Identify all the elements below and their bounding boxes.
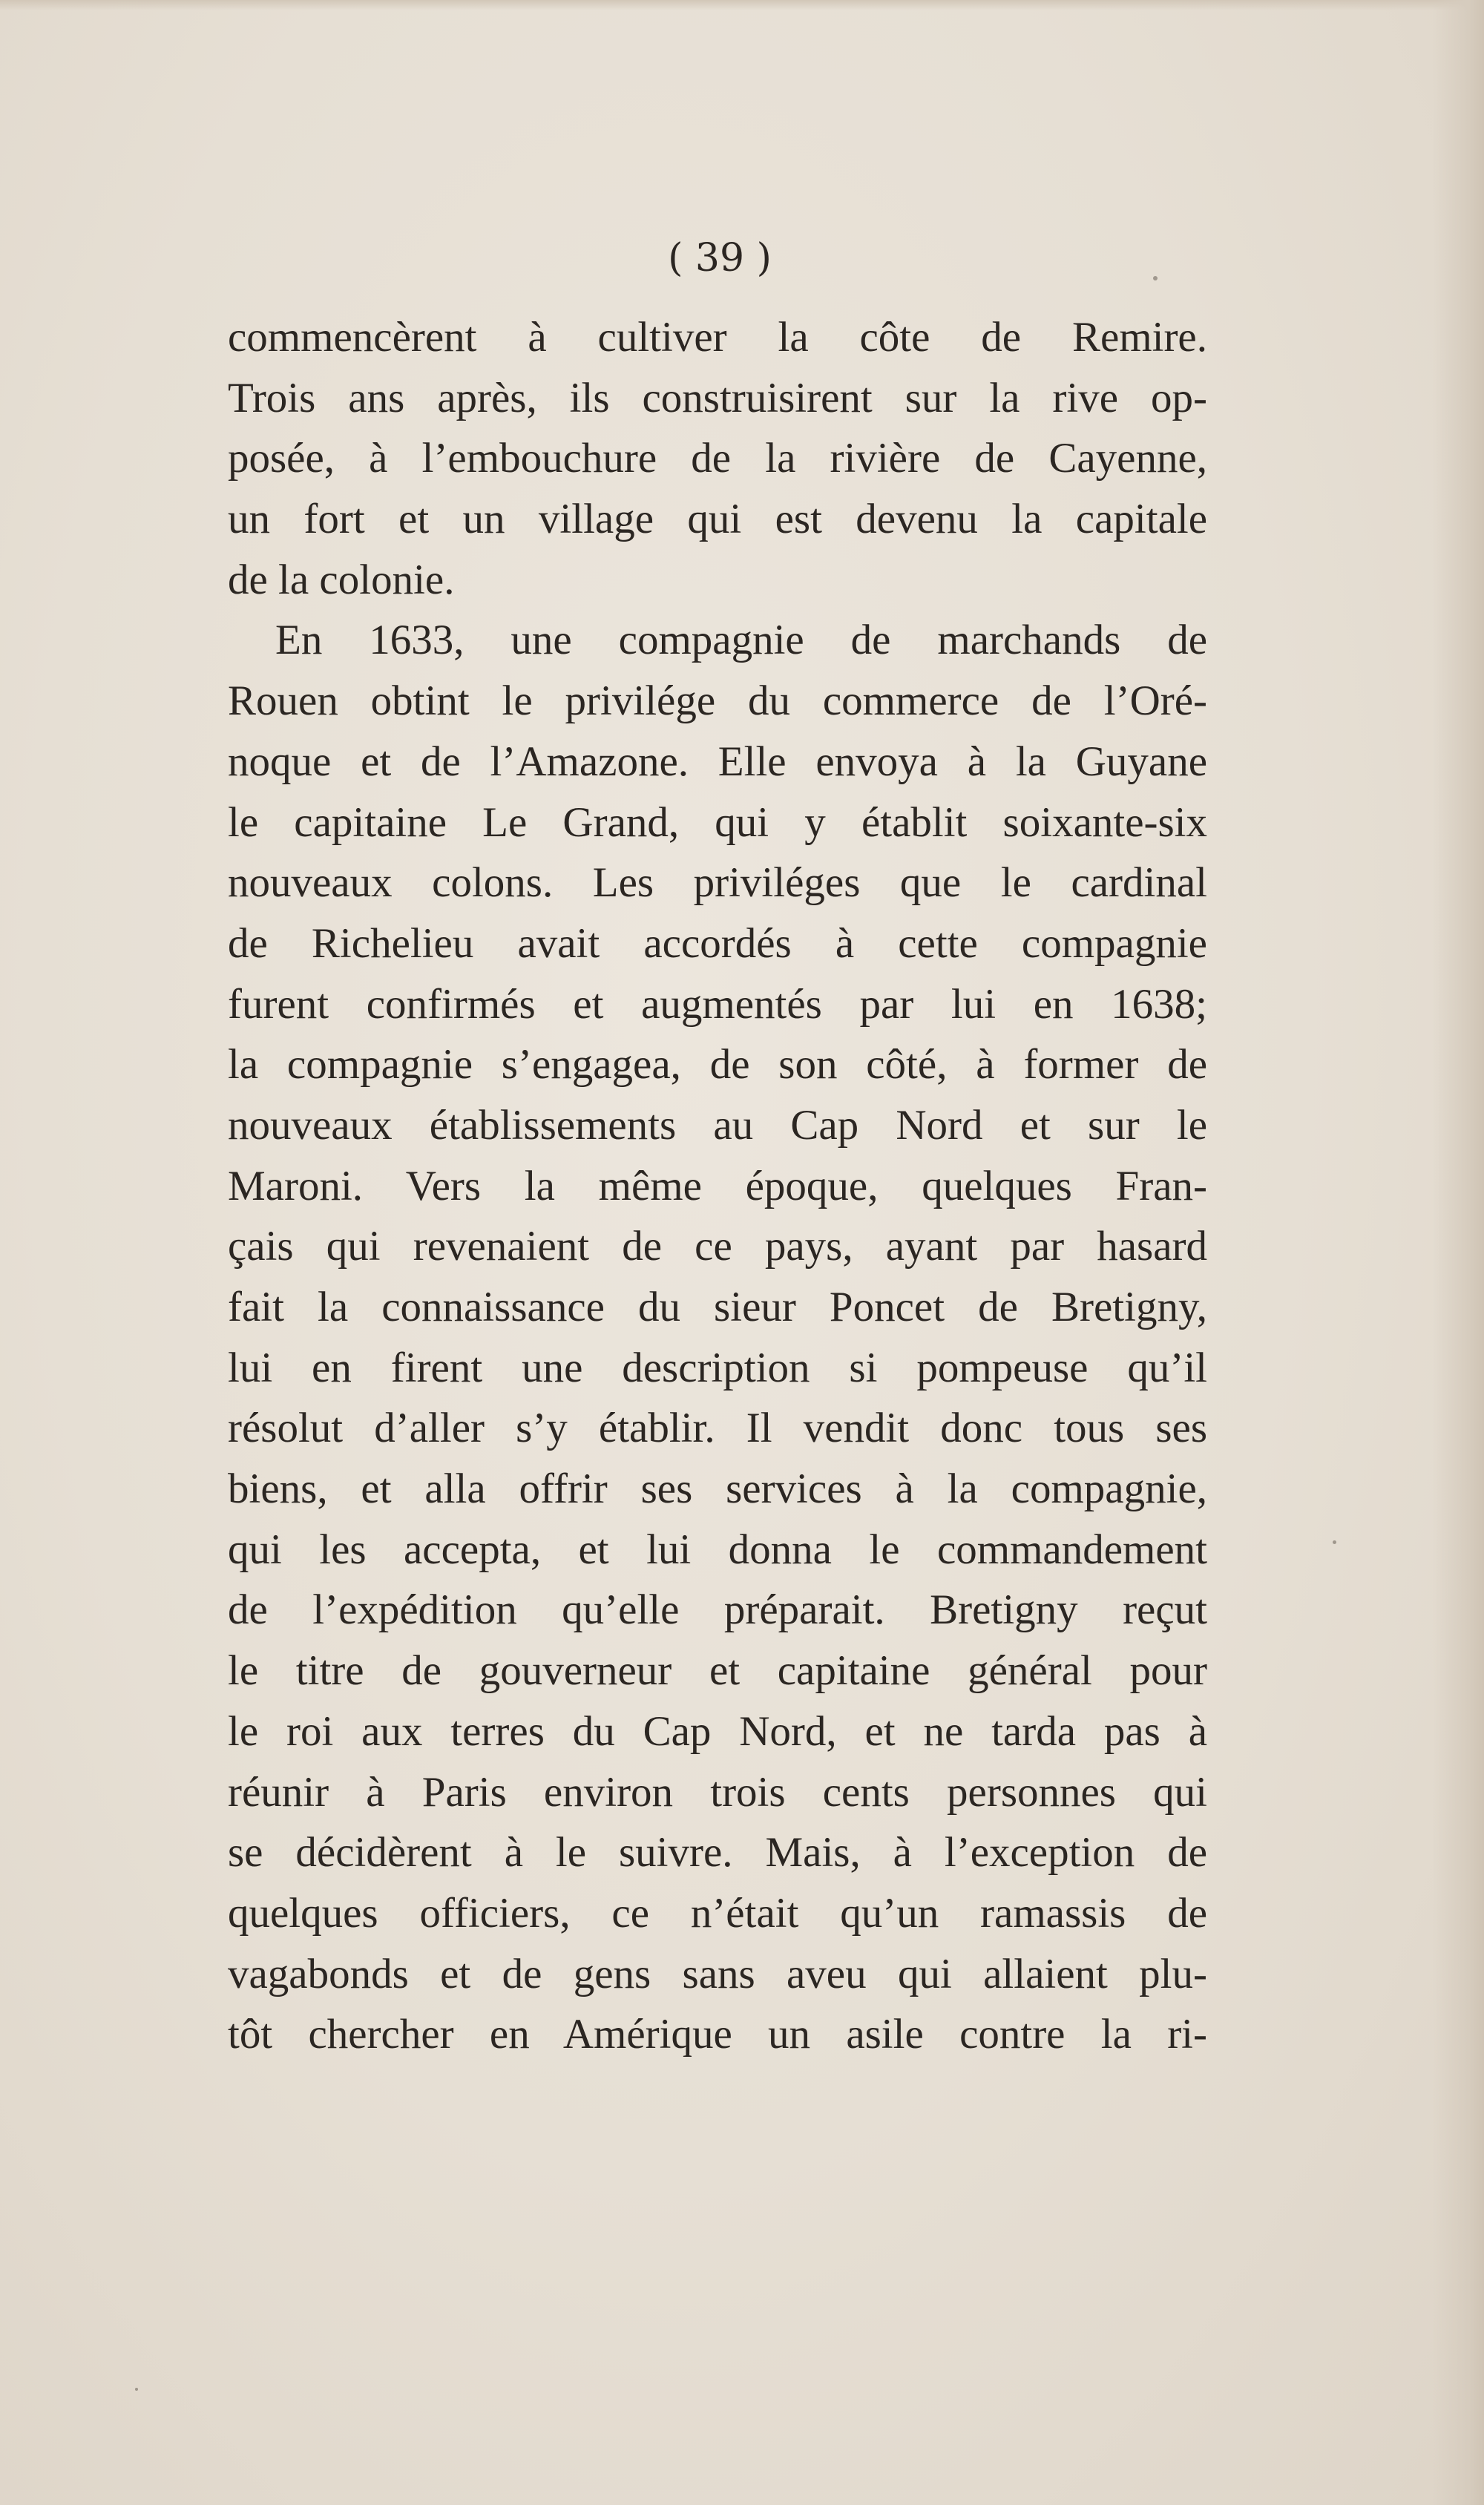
text-line: qui les accepta, et lui donna le commandement <box>228 1526 1207 1573</box>
text-line: Maroni. Vers la même époque, quelques Fran- <box>228 1162 1207 1209</box>
text-line: Trois ans après, ils construisirent sur la rive op- <box>228 374 1207 421</box>
text-line: résolut d’aller s’y établir. Il vendit donc tous ses <box>228 1405 1207 1452</box>
page-right-edge <box>1432 0 1484 2505</box>
paper-speck <box>1153 276 1158 280</box>
text-line: le titre de gouverneur et capitaine général pour <box>228 1647 1207 1695</box>
text-line: commencèrent à cultiver la côte de Remire. <box>228 314 1207 361</box>
text-line: tôt chercher en Amérique un asile contre la ri- <box>228 2011 1207 2058</box>
text-line: Rouen obtint le privilége du commerce de l’Oré- <box>228 677 1207 725</box>
text-line: quelques officiers, ce n’était qu’un ramassis de <box>228 1889 1207 1937</box>
text-line: En 1633, une compagnie de marchands de <box>275 617 1207 664</box>
text-line: lui en firent une description si pompeuse qu’il <box>228 1344 1207 1391</box>
body-text <box>228 307 1207 2065</box>
text-line: nouveaux établissements au Cap Nord et sur le <box>228 1101 1207 1149</box>
text-line: noque et de l’Amazone. Elle envoya à la Guyane <box>228 738 1207 785</box>
paper-speck <box>1333 1540 1336 1544</box>
text-line: le roi aux terres du Cap Nord, et ne tarda pas à <box>228 1707 1207 1755</box>
page-top-edge <box>0 0 1484 10</box>
text-line: furent confirmés et augmentés par lui en 1638; <box>228 980 1207 1028</box>
text-line: vagabonds et de gens sans aveu qui allaient plu- <box>228 1950 1207 1997</box>
text-line: fait la connaissance du sieur Poncet de Bretigny, <box>228 1284 1207 1330</box>
text-line: posée, à l’embouchure de la rivière de Cayenne, <box>228 435 1207 482</box>
text-line: un fort et un village qui est devenu la capitale <box>228 496 1207 543</box>
text-line: la compagnie s’engagea, de son côté, à former de <box>228 1041 1207 1089</box>
text-line: de la colonie. <box>228 556 455 603</box>
text-line: se décidèrent à le suivre. Mais, à l’exception de <box>228 1829 1207 1877</box>
text-line: de l’expédition qu’elle préparait. Bretigny reçut <box>228 1586 1207 1634</box>
text-line: le capitaine Le Grand, qui y établit soixante-six <box>228 798 1207 846</box>
text-line: çais qui revenaient de ce pays, ayant par hasard <box>228 1223 1207 1270</box>
text-line: réunir à Paris environ trois cents personnes qui <box>228 1768 1207 1816</box>
text-line: biens, et alla offrir ses services à la compagnie, <box>228 1465 1207 1513</box>
text-line: nouveaux colons. Les priviléges que le cardinal <box>228 859 1207 907</box>
page-number: ( 39 ) <box>668 236 772 280</box>
text-line: de Richelieu avait accordés à cette compagnie <box>228 919 1207 967</box>
paper-speck <box>135 2388 138 2391</box>
